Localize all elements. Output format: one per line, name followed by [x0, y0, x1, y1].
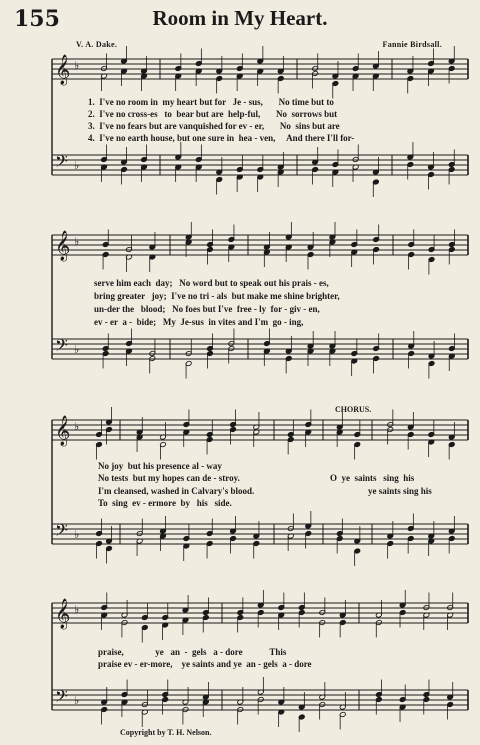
bass-clef-icon: 𝄢 [55, 520, 68, 544]
chorus-label: CHORUS. [335, 405, 372, 414]
flat-icon: ♭ [74, 694, 80, 707]
flat-icon: ♭ [74, 603, 80, 616]
lyric-line: I'm cleansed, washed in Calvary's blood. [98, 486, 255, 496]
lyricist-credit: Fannie Birdsall. [382, 40, 442, 49]
lyric-line: No joy but his presence al - way [98, 461, 222, 471]
lyric-line: bring greater joy; I've no tri - als but make me shine brighter, [94, 291, 340, 301]
flat-icon: ♭ [74, 59, 80, 72]
flat-icon: ♭ [74, 343, 80, 356]
lyric-line: un-der the blood; No foes but I've free - ly for - giv - en, [94, 304, 320, 314]
copyright-notice: Copyright by T. H. Nelson. [120, 728, 212, 737]
flat-icon: ♭ [74, 528, 80, 541]
lyric-line: To sing ev - ermore by his side. [98, 498, 232, 508]
lyric-line: serve him each day; No word but to speak out his prais - es, [94, 278, 329, 288]
treble-clef-icon: 𝄞 [55, 599, 71, 629]
lyric-line: 4. I've no earth house, but one sure in hea - ven, And there I'll for- [88, 133, 355, 143]
hymn-title: Room in My Heart. [152, 6, 328, 30]
treble-clef-icon: 𝄞 [55, 231, 71, 261]
flat-icon: ♭ [74, 420, 80, 433]
lyric-line: No tests but my hopes can de - stroy. [98, 473, 240, 483]
treble-clef-icon: 𝄞 [55, 55, 71, 85]
chorus-lyric-line: ye saints sing his [368, 486, 432, 496]
lyric-line: ev - er a - bide; My Je-sus in vites and I'm go - ing, [94, 317, 304, 327]
treble-clef-icon: 𝄞 [55, 416, 71, 446]
page-number: 155 [14, 6, 60, 32]
lyric-line: praise, ye an - gels a - dore This [98, 647, 287, 657]
bass-clef-icon: 𝄢 [55, 335, 68, 359]
lyric-line: 3. I've no fears but are vanquished for ev - er, No sins but are [88, 121, 340, 131]
bass-clef-icon: 𝄢 [55, 151, 68, 175]
lyric-line: 1. I've no room in my heart but for Je - sus, No time but to [88, 97, 334, 107]
lyric-line: 2. I've no cross-es to bear but are help-ful, No sorrows but [88, 109, 338, 119]
composer-credit: V. A. Dake. [76, 40, 118, 49]
flat-icon: ♭ [74, 235, 80, 248]
lyric-line: praise ev - er-more, ye saints and ye an - gels a - dore [98, 659, 312, 669]
bass-clef-icon: 𝄢 [55, 686, 68, 710]
flat-icon: ♭ [74, 159, 80, 172]
chorus-lyric-line: O ye saints sing his [330, 473, 415, 483]
